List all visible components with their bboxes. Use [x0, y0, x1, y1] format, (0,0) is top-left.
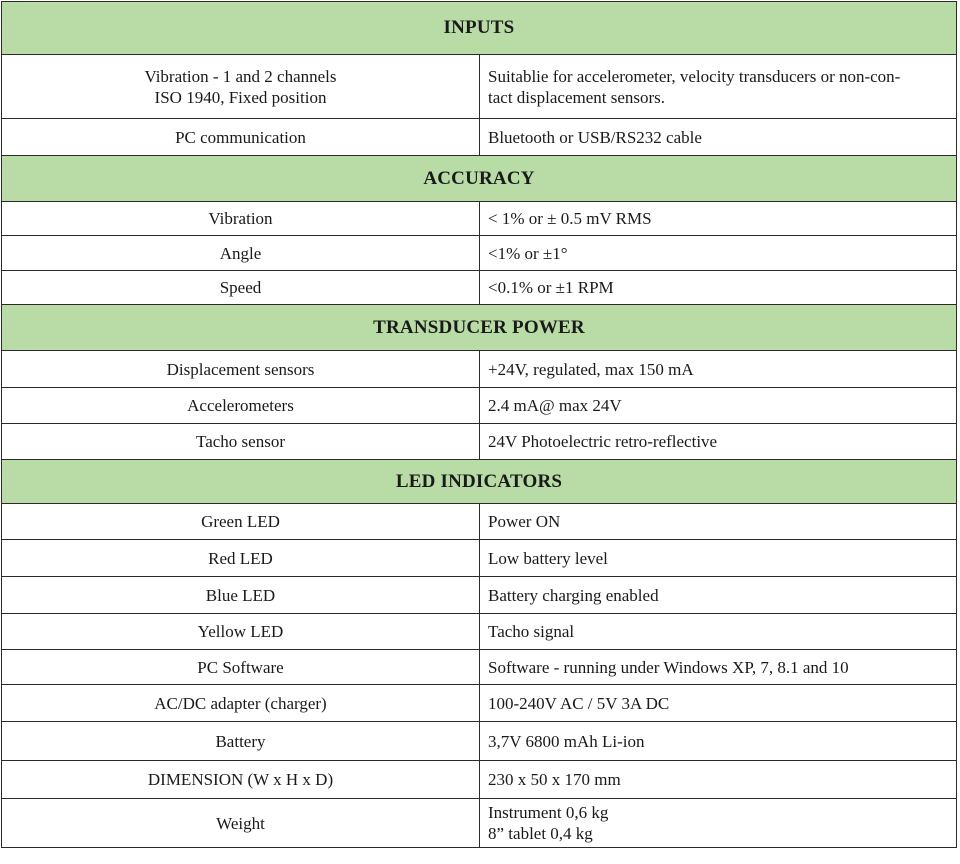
- table-row: [1, 55, 957, 119]
- row-value: [480, 202, 956, 235]
- row-label-line: Red LED: [208, 548, 273, 568]
- row-label-line: PC Software: [197, 657, 284, 677]
- row-value-line: < 1% or ± 0.5 mV RMS: [488, 209, 652, 228]
- row-label: [2, 271, 480, 304]
- row-value: [480, 761, 956, 798]
- row-value-line: Instrument 0,6 kg: [488, 803, 609, 822]
- section-header: LED INDICATORS: [1, 460, 957, 504]
- row-value-line: Tacho signal: [488, 622, 575, 641]
- table-row: [1, 540, 957, 577]
- row-value: [480, 799, 956, 847]
- row-value-line: Battery charging enabled: [488, 585, 659, 605]
- row-value-line: 3,7V 6800 mAh Li-ion: [488, 731, 645, 751]
- row-value: [480, 388, 956, 423]
- table-row: [1, 271, 957, 305]
- section-header: TRANSDUCER POWER: [1, 305, 957, 351]
- row-value-line: 2.4 mA@ max 24V: [488, 396, 622, 415]
- table-row: [1, 799, 957, 848]
- row-value-line: Low battery level: [488, 548, 608, 568]
- row-label: [2, 614, 480, 649]
- row-label-line: Angle: [219, 243, 262, 263]
- table-row: [1, 388, 957, 424]
- row-label-line: DIMENSION (W x H x D): [147, 770, 334, 789]
- row-value-line: <1% or ±1°: [488, 243, 568, 263]
- row-value: [480, 236, 956, 270]
- table-row: [1, 650, 957, 685]
- table-row: [1, 119, 957, 156]
- row-value: [480, 577, 956, 613]
- section-header: ACCURACY: [1, 156, 957, 202]
- row-label-line: Speed: [219, 278, 262, 297]
- row-label-line: PC communication: [175, 127, 306, 147]
- row-value-line: +24V, regulated, max 150 mA: [488, 359, 694, 379]
- row-label: [2, 504, 480, 539]
- row-value-line: tact displacement sensors.: [488, 87, 666, 107]
- row-value-line: 8” tablet 0,4 kg: [488, 824, 593, 843]
- row-label: [2, 424, 480, 459]
- table-row: [1, 236, 957, 271]
- row-value: [480, 55, 956, 118]
- row-label-line: Battery: [215, 731, 266, 751]
- row-label-line: Blue LED: [205, 585, 276, 605]
- row-label: [2, 351, 480, 387]
- row-label-line: Vibration: [208, 209, 273, 228]
- row-value: [480, 351, 956, 387]
- row-value-line: 100-240V AC / 5V 3A DC: [488, 693, 670, 713]
- row-label: [2, 202, 480, 235]
- row-label: [2, 236, 480, 270]
- row-label: [2, 388, 480, 423]
- row-value: [480, 540, 956, 576]
- row-value: [480, 504, 956, 539]
- row-value-line: 230 x 50 x 170 mm: [488, 770, 621, 789]
- row-label: [2, 577, 480, 613]
- row-label-line: Displacement sensors: [166, 359, 315, 379]
- row-label: [2, 761, 480, 798]
- row-value-line: Suitablie for accelerometer, velocity transducers or non-con-: [488, 66, 901, 86]
- table-row: [1, 685, 957, 722]
- row-label: [2, 685, 480, 721]
- row-label-line: Tacho sensor: [196, 432, 285, 451]
- row-value-line: Software - running under Windows XP, 7, 8.1 and 10: [488, 657, 849, 677]
- row-label: [2, 119, 480, 155]
- row-value: [480, 685, 956, 721]
- row-label-line: Weight: [216, 813, 265, 833]
- row-label: [2, 722, 480, 760]
- row-label: [2, 55, 480, 118]
- row-label-line: Green LED: [201, 512, 280, 531]
- row-value-line: Bluetooth or USB/RS232 cable: [488, 127, 702, 147]
- row-value: [480, 119, 956, 155]
- row-value-line: Power ON: [488, 512, 561, 531]
- row-label-line: Yellow LED: [197, 622, 284, 641]
- section-header: INPUTS: [1, 1, 957, 55]
- table-row: [1, 614, 957, 650]
- table-row: [1, 202, 957, 236]
- row-label-line: ISO 1940, Fixed position: [154, 87, 327, 107]
- table-row: [1, 424, 957, 460]
- table-row: [1, 504, 957, 540]
- row-label: [2, 540, 480, 576]
- row-value-line: <0.1% or ±1 RPM: [488, 278, 614, 297]
- table-row: [1, 761, 957, 799]
- spec-table: [1, 1, 957, 848]
- row-label-line: Accelerometers: [187, 396, 294, 415]
- row-value: [480, 722, 956, 760]
- row-value: [480, 650, 956, 684]
- table-row: [1, 351, 957, 388]
- table-row: [1, 722, 957, 761]
- row-label-line: Vibration - 1 and 2 channels: [144, 66, 337, 86]
- row-label: [2, 799, 480, 847]
- row-value: [480, 271, 956, 304]
- row-label: [2, 650, 480, 684]
- table-row: [1, 577, 957, 614]
- row-value: [480, 614, 956, 649]
- row-value-line: 24V Photoelectric retro-reflective: [488, 432, 718, 451]
- row-value: [480, 424, 956, 459]
- row-label-line: AC/DC adapter (charger): [154, 693, 327, 713]
